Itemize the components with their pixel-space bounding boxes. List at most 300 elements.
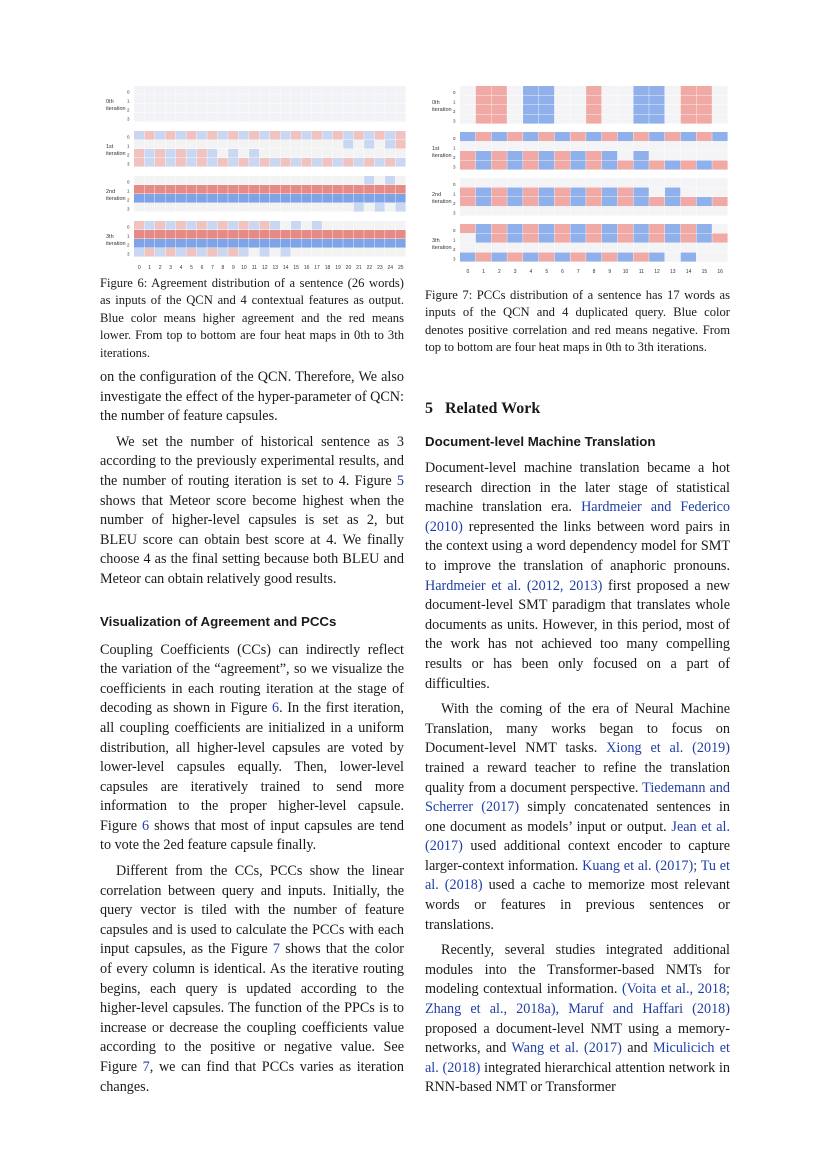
heatmap-x-tick: 7 xyxy=(576,269,580,275)
heatmap-cell xyxy=(396,158,406,167)
heatmap-cell xyxy=(476,105,491,114)
heatmap-cell xyxy=(649,188,664,197)
heatmap-cell xyxy=(333,158,343,167)
citation-link[interactable]: Jean et al. (2017) xyxy=(425,818,731,855)
heatmap-row-index: 2 xyxy=(127,197,130,203)
heatmap-cell xyxy=(364,239,374,248)
heatmap-cell xyxy=(343,221,353,230)
heatmap-cell xyxy=(207,176,217,185)
heatmap-cell xyxy=(270,230,280,239)
heatmap-cell xyxy=(649,197,664,206)
heatmap-cell xyxy=(460,161,475,170)
heatmap-cell xyxy=(218,104,228,113)
heatmap-cell xyxy=(165,149,175,158)
heatmap-cell xyxy=(492,207,507,216)
heatmap-cell xyxy=(492,115,507,124)
heatmap-cell xyxy=(333,239,343,248)
heatmap-cell xyxy=(249,221,259,230)
heatmap-cell xyxy=(176,221,186,230)
heatmap-cell xyxy=(570,96,585,105)
heatmap-cell xyxy=(270,239,280,248)
heatmap-cell xyxy=(586,86,601,95)
heatmap-cell xyxy=(665,243,680,252)
heatmap-cell xyxy=(207,248,217,257)
heatmap-x-tick: 20 xyxy=(345,265,352,270)
heatmap-cell xyxy=(492,243,507,252)
heatmap-cell xyxy=(218,203,228,212)
heatmap-cell xyxy=(712,224,727,233)
heatmap-cell xyxy=(364,248,374,257)
heatmap-cell xyxy=(712,96,727,105)
heatmap-cell xyxy=(280,185,290,194)
citation-link[interactable]: Xiong et al. (2019) xyxy=(606,740,730,757)
heatmap-cell xyxy=(586,188,601,197)
heatmap-cell xyxy=(602,132,617,141)
heatmap-cell xyxy=(712,188,727,197)
heatmap-cell xyxy=(165,113,175,122)
heatmap-cell xyxy=(696,188,711,197)
heatmap-cell xyxy=(291,248,301,257)
heatmap-cell xyxy=(633,142,648,151)
heatmap-cell xyxy=(354,203,364,212)
heatmap-cell xyxy=(322,194,332,203)
figure-7-link[interactable]: 7 xyxy=(272,941,281,958)
citation-link[interactable]: Tiedemann and Scherrer (2017) xyxy=(425,779,730,816)
text: first proposed a new document-level SMT paradigm that translates whole documents as units. However, in this period, most of the work has not achieved too many compelling results or has been only focused on a part of difficulties. xyxy=(425,577,730,692)
heatmap-cell xyxy=(618,151,633,160)
heatmap-cell xyxy=(186,131,196,140)
heatmap-cell xyxy=(570,151,585,160)
heatmap-cell xyxy=(291,113,301,122)
heatmap-cell xyxy=(602,224,617,233)
heatmap-cell xyxy=(144,239,154,248)
text: shows that the color of every column is identical. As the iterative routing begins, each query is updated according to the higher-level capsules. The function of the PPCs is to increase or decrease the coupling coefficients value according to the positive or negative value. See Figure xyxy=(100,941,405,1075)
heatmap-cell xyxy=(228,140,238,149)
heatmap-cell xyxy=(186,86,196,95)
heatmap-x-tick: 10 xyxy=(622,269,629,275)
heatmap-cell xyxy=(291,140,301,149)
heatmap-cell xyxy=(681,115,696,124)
heatmap-cell xyxy=(239,95,249,104)
heatmap-cell xyxy=(633,105,648,114)
heatmap-cell xyxy=(134,185,144,194)
heatmap-cell xyxy=(539,105,554,114)
heatmap-x-tick: 12 xyxy=(654,269,660,275)
heatmap-row-label: iteration xyxy=(106,106,126,112)
heatmap-cell xyxy=(570,115,585,124)
heatmap-cell xyxy=(207,185,217,194)
heatmap-cell xyxy=(322,176,332,185)
heatmap-cell xyxy=(602,142,617,151)
heatmap-row-index: 1 xyxy=(453,237,456,243)
heatmap-cell xyxy=(681,151,696,160)
heatmap-cell xyxy=(270,140,280,149)
heatmap-cell xyxy=(375,194,385,203)
heatmap-cell xyxy=(270,194,280,203)
heatmap-cell xyxy=(176,230,186,239)
heatmap-cell xyxy=(385,194,395,203)
heatmap-cell xyxy=(712,115,727,124)
heatmap-cell xyxy=(343,203,353,212)
heatmap-cell xyxy=(476,142,491,151)
heatmap-cell xyxy=(155,158,165,167)
heatmap-cell xyxy=(176,131,186,140)
citation-link[interactable]: Hardmeier and Federico (2010) xyxy=(425,499,731,535)
heatmap-cell xyxy=(165,104,175,113)
heatmap-cell xyxy=(228,248,238,257)
heatmap-cell xyxy=(354,239,364,248)
heatmap-cell xyxy=(375,239,385,248)
heatmap-cell xyxy=(322,95,332,104)
heatmap-x-tick: 25 xyxy=(397,265,404,270)
heatmap-cell xyxy=(492,253,507,262)
heatmap-cell xyxy=(354,176,364,185)
heatmap-row-index: 2 xyxy=(453,247,456,252)
heatmap-cell xyxy=(681,132,696,141)
figure-6-heatmap xyxy=(104,84,408,270)
heatmap-cell xyxy=(523,224,538,233)
heatmap-cell xyxy=(280,149,290,158)
heatmap-cell xyxy=(555,253,570,262)
heatmap-cell xyxy=(665,105,680,114)
heatmap-cell xyxy=(649,253,664,262)
heatmap-row-index: 0 xyxy=(127,179,130,185)
heatmap-row-label: iteration xyxy=(106,151,126,157)
figure-7-link[interactable]: 7 xyxy=(142,1059,150,1075)
heatmap-cell xyxy=(228,176,238,185)
heatmap-cell xyxy=(712,161,727,170)
heatmap-cell xyxy=(260,131,270,140)
heatmap-cell xyxy=(570,178,585,187)
heatmap-cell xyxy=(165,230,175,239)
heatmap-cell xyxy=(186,176,196,185)
heatmap-x-tick: 13 xyxy=(272,265,279,270)
paragraph xyxy=(100,862,404,1097)
heatmap-cell xyxy=(476,151,491,160)
heatmap-cell xyxy=(681,178,696,187)
heatmap-cell xyxy=(260,239,270,248)
heatmap-cell xyxy=(270,185,280,194)
heatmap-cell xyxy=(681,188,696,197)
heatmap-cell xyxy=(239,203,249,212)
heatmap-cell xyxy=(523,188,538,197)
heatmap-row-label: 0th xyxy=(432,100,440,106)
heatmap-cell xyxy=(460,105,475,114)
heatmap-cell xyxy=(539,96,554,105)
heatmap-cell xyxy=(176,239,186,248)
heatmap-cell xyxy=(228,149,238,158)
heatmap-cell xyxy=(602,243,617,252)
heatmap-x-tick: 0 xyxy=(466,269,470,275)
heatmap-cell xyxy=(507,234,522,243)
heatmap-cell xyxy=(134,248,144,257)
heatmap-row-index: 0 xyxy=(453,90,456,95)
heatmap-row-label: 0th xyxy=(106,99,114,105)
heatmap-cell xyxy=(260,194,270,203)
heatmap-cell xyxy=(385,104,395,113)
heatmap-cell xyxy=(586,96,601,105)
heatmap-cell xyxy=(602,105,617,114)
heatmap-cell xyxy=(207,140,217,149)
heatmap-x-tick: 14 xyxy=(685,269,692,275)
heatmap-cell xyxy=(539,86,554,95)
heatmap-cell xyxy=(280,176,290,185)
text: shows that most of input capsules are tend to vote the 2ed feature capsule finally. xyxy=(100,817,404,854)
heatmap-cell xyxy=(207,194,217,203)
heatmap-cell xyxy=(354,149,364,158)
paragraph xyxy=(425,941,730,1098)
heatmap-cell xyxy=(228,131,238,140)
heatmap-x-tick: 15 xyxy=(701,269,708,275)
heatmap-cell xyxy=(507,178,522,187)
heatmap-cell xyxy=(260,230,270,239)
heatmap-cell xyxy=(228,230,238,239)
heatmap-cell xyxy=(649,115,664,124)
heatmap-cell xyxy=(460,234,475,243)
heatmap-cell xyxy=(375,158,385,167)
heatmap-cell xyxy=(186,194,196,203)
heatmap-cell xyxy=(280,140,290,149)
heatmap-cell xyxy=(507,132,522,141)
heatmap-cell xyxy=(696,132,711,141)
heatmap-cell xyxy=(333,221,343,230)
heatmap-cell xyxy=(134,113,144,122)
heatmap-cell xyxy=(681,142,696,151)
heatmap-cell xyxy=(696,105,711,114)
heatmap-x-tick: 22 xyxy=(366,265,373,270)
heatmap-cell xyxy=(291,86,301,95)
heatmap-cell xyxy=(155,185,165,194)
citation-link[interactable]: Miculicich et al. (2018) xyxy=(425,1040,730,1076)
heatmap-x-tick: 5 xyxy=(190,265,193,270)
figure-7-svg xyxy=(430,84,730,280)
heatmap-cell xyxy=(260,104,270,113)
heatmap-cell xyxy=(291,149,301,158)
heatmap-cell xyxy=(280,113,290,122)
heatmap-cell xyxy=(602,234,617,243)
heatmap-cell xyxy=(523,234,538,243)
heatmap-cell xyxy=(312,95,322,104)
heatmap-cell xyxy=(476,234,491,243)
heatmap-cell xyxy=(144,104,154,113)
heatmap-cell xyxy=(144,176,154,185)
heatmap-cell xyxy=(218,113,228,122)
citation-link[interactable]: (Voita et al., 2018; Zhang et al., 2018a), Maruf and Haffari (2018) xyxy=(425,981,730,1018)
heatmap-row-index: 3 xyxy=(127,116,130,122)
heatmap-cell xyxy=(396,131,406,140)
heatmap-row-index: 3 xyxy=(127,161,130,167)
heatmap-cell xyxy=(460,224,475,233)
heatmap-cell xyxy=(507,86,522,95)
heatmap-cell xyxy=(396,140,406,149)
heatmap-cell xyxy=(681,207,696,216)
heatmap-row-label: iteration xyxy=(432,107,452,113)
heatmap-row-index: 3 xyxy=(453,256,456,262)
heatmap-cell xyxy=(385,113,395,122)
heatmap-cell xyxy=(586,132,601,141)
heatmap-cell xyxy=(570,197,585,206)
heatmap-cell xyxy=(186,203,196,212)
heatmap-cell xyxy=(492,96,507,105)
heatmap-cell xyxy=(322,140,332,149)
heatmap-cell xyxy=(602,178,617,187)
heatmap-cell xyxy=(207,95,217,104)
heatmap-cell xyxy=(249,176,259,185)
text: Document-level machine translation became a hot research direction in the later stage of statistical machine translation era. xyxy=(425,460,730,516)
figure-6-link[interactable]: 6 xyxy=(272,700,280,717)
heatmap-cell xyxy=(555,178,570,187)
heatmap-cell xyxy=(681,243,696,252)
heatmap-cell xyxy=(523,142,538,151)
heatmap-cell xyxy=(364,113,374,122)
text: We set the number of historical sentence as 3 according to the previously experimental results, and the number of routing iteration is set to 4. Figure xyxy=(100,433,404,489)
heatmap-cell xyxy=(322,131,332,140)
heatmap-cell xyxy=(197,248,207,257)
heatmap-cell xyxy=(165,176,175,185)
heatmap-cell xyxy=(385,176,395,185)
heatmap-cell xyxy=(176,185,186,194)
heatmap-cell xyxy=(155,113,165,122)
heatmap-x-tick: 23 xyxy=(377,265,383,270)
heatmap-cell xyxy=(618,224,633,233)
heatmap-cell xyxy=(343,140,353,149)
heatmap-cell xyxy=(218,176,228,185)
heatmap-cell xyxy=(570,188,585,197)
heatmap-cell xyxy=(176,194,186,203)
citation-link[interactable]: Wang et al. (2017) xyxy=(511,1040,622,1057)
text: used a cache to memorize most relevant words or features in previous sentences or translations. xyxy=(425,877,730,933)
heatmap-cell xyxy=(602,151,617,160)
heatmap-cell xyxy=(665,188,680,197)
heatmap-cell xyxy=(249,131,259,140)
heatmap-cell xyxy=(260,86,270,95)
heatmap-cell xyxy=(144,230,154,239)
heatmap-cell xyxy=(586,151,601,160)
heatmap-cell xyxy=(343,149,353,158)
heatmap-cell xyxy=(396,149,406,158)
figure-7-caption: Figure 7: PCCs distribution of a sentence has 17 words as inputs of the QCN and 4 duplicated query. Blue color denotes positive correlation and red means negative. From top to bottom are four heat maps in 0th to 3th iterations. xyxy=(425,288,730,355)
heatmap-cell xyxy=(207,113,217,122)
heatmap-cell xyxy=(155,176,165,185)
heatmap-cell xyxy=(476,197,491,206)
heatmap-cell xyxy=(218,158,228,167)
citation-link[interactable]: Kuang et al. (2017); Tu et al. (2018) xyxy=(425,857,730,894)
figure-6-link[interactable]: 6 xyxy=(142,817,150,834)
text: proposed a document-level NMT using a memory-networks, and xyxy=(425,1020,730,1057)
heatmap-row-index: 1 xyxy=(453,191,456,197)
heatmap-cell xyxy=(280,104,290,113)
heatmap-cell xyxy=(696,86,711,95)
heatmap-cell xyxy=(291,194,301,203)
citation-link[interactable]: Hardmeier et al. (2012, 2013) xyxy=(425,577,603,594)
heatmap-row-index: 3 xyxy=(453,118,456,124)
heatmap-cell xyxy=(364,194,374,203)
heatmap-cell xyxy=(155,131,165,140)
heatmap-cell xyxy=(165,248,175,257)
right-column xyxy=(425,400,730,1098)
heatmap-cell xyxy=(396,194,406,203)
heatmap-cell xyxy=(197,203,207,212)
figure-7-heatmap xyxy=(430,84,730,280)
heatmap-cell xyxy=(218,95,228,104)
heatmap-cell xyxy=(539,151,554,160)
heatmap-cell xyxy=(260,203,270,212)
heatmap-cell xyxy=(476,253,491,262)
heatmap-cell xyxy=(333,185,343,194)
heatmap-cell xyxy=(633,234,648,243)
heatmap-cell xyxy=(186,104,196,113)
heatmap-cell xyxy=(354,95,364,104)
heatmap-row-label: 2nd xyxy=(106,189,116,195)
heatmap-cell xyxy=(476,243,491,252)
heatmap-cell xyxy=(228,221,238,230)
heatmap-cell xyxy=(239,140,249,149)
heatmap-cell xyxy=(633,207,648,216)
heatmap-cell xyxy=(696,115,711,124)
heatmap-cell xyxy=(523,253,538,262)
heatmap-cell xyxy=(197,221,207,230)
heatmap-cell xyxy=(186,149,196,158)
heatmap-cell xyxy=(396,104,406,113)
heatmap-cell xyxy=(249,248,259,257)
heatmap-cell xyxy=(333,248,343,257)
heatmap-cell xyxy=(322,230,332,239)
heatmap-cell xyxy=(476,96,491,105)
heatmap-cell xyxy=(312,104,322,113)
heatmap-cell xyxy=(492,86,507,95)
heatmap-cell xyxy=(312,131,322,140)
heatmap-cell xyxy=(539,243,554,252)
figure-5-link[interactable]: 5 xyxy=(396,472,404,489)
heatmap-cell xyxy=(197,185,207,194)
heatmap-x-tick: 13 xyxy=(670,269,676,275)
heatmap-cell xyxy=(270,131,280,140)
heatmap-cell xyxy=(539,224,554,233)
heatmap-cell xyxy=(586,243,601,252)
heatmap-cell xyxy=(239,221,249,230)
heatmap-cell xyxy=(633,253,648,262)
heatmap-cell xyxy=(322,86,332,95)
heatmap-row-index: 3 xyxy=(127,251,130,257)
heatmap-cell xyxy=(681,105,696,114)
heatmap-cell xyxy=(665,161,680,170)
heatmap-cell xyxy=(633,243,648,252)
heatmap-x-tick: 0 xyxy=(137,265,141,270)
heatmap-cell xyxy=(312,248,322,257)
heatmap-cell xyxy=(354,131,364,140)
heatmap-cell xyxy=(523,105,538,114)
heatmap-cell xyxy=(476,115,491,124)
heatmap-cell xyxy=(291,185,301,194)
heatmap-cell xyxy=(207,230,217,239)
heatmap-x-tick: 8 xyxy=(592,269,596,275)
heatmap-cell xyxy=(228,95,238,104)
heatmap-cell xyxy=(207,131,217,140)
heatmap-row-index: 1 xyxy=(127,188,130,194)
heatmap-cell xyxy=(460,151,475,160)
heatmap-cell xyxy=(602,188,617,197)
heatmap-cell xyxy=(507,115,522,124)
heatmap-x-tick: 16 xyxy=(717,269,723,275)
heatmap-cell xyxy=(460,253,475,262)
heatmap-cell xyxy=(280,248,290,257)
heatmap-cell xyxy=(555,115,570,124)
heatmap-cell xyxy=(618,243,633,252)
heatmap-cell xyxy=(665,234,680,243)
heatmap-x-tick: 19 xyxy=(335,265,341,270)
heatmap-cell xyxy=(218,86,228,95)
heatmap-cell xyxy=(165,95,175,104)
